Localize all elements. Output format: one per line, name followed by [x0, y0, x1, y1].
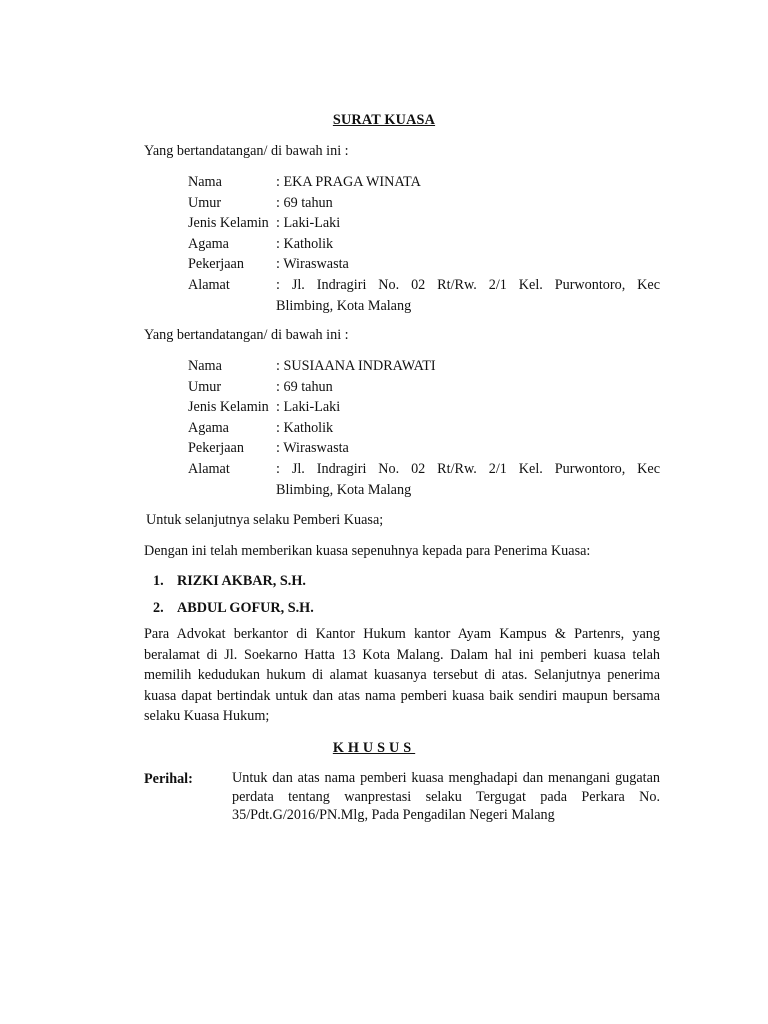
- alamat-label: Alamat: [188, 276, 230, 293]
- pemberian-kuasa-text: Dengan ini telah memberikan kuasa sepenuhnya kepada para Penerima Kuasa:: [144, 543, 591, 559]
- intro-text-1: Yang bertandatangan/ di bawah ini :: [144, 143, 349, 159]
- party-1-umur-row: [188, 193, 660, 214]
- penerima-item-2: [153, 598, 314, 619]
- nama-label: Nama: [188, 174, 222, 190]
- perihal-label: Perihal:: [144, 771, 193, 787]
- party-2-agama-row: [188, 418, 660, 439]
- perihal-text: Untuk dan atas nama pemberi kuasa menghadapi dan menangani gugatan perdata tentang wanprestasi selaku Tergugat pada Perkara No. 35/Pdt.G/2016/PN.Mlg, Pada Pengadilan Negeri Malang: [232, 770, 660, 823]
- penerima-name: RIZKI AKBAR, S.H.: [177, 573, 306, 589]
- party-2-jk-row: [188, 397, 660, 418]
- party-1-nama-row: [188, 172, 660, 193]
- intro-text-2: Yang bertandatangan/ di bawah ini :: [144, 327, 349, 343]
- jenis-kelamin-value: : Laki-Laki: [276, 215, 341, 232]
- nama-label: Nama: [188, 358, 222, 374]
- alamat-line-1: : Jl. Indragiri No. 02 Rt/Rw. 2/1 Kel. Purwontoro, Kec: [276, 276, 660, 293]
- party-1-pekerjaan-row: [188, 254, 660, 275]
- party-2-alamat-row: [188, 459, 660, 500]
- list-number: 2.: [153, 600, 164, 616]
- pekerjaan-value: : Wiraswasta: [276, 256, 349, 273]
- alamat-line-2: Blimbing, Kota Malang: [276, 481, 412, 498]
- penerima-item-1: [153, 571, 306, 592]
- list-number: 1.: [153, 573, 164, 589]
- umur-label: Umur: [188, 378, 222, 395]
- alamat-value: [276, 275, 660, 316]
- agama-label: Agama: [188, 419, 229, 436]
- party-2-umur-row: [188, 377, 660, 398]
- party-2-details: [188, 356, 660, 500]
- alamat-label: Alamat: [188, 460, 230, 477]
- agama-label: Agama: [188, 235, 229, 252]
- advokat-paragraph: Para Advokat berkantor di Kantor Hukum kantor Ayam Kampus & Partenrs, yang beralamat di Jl. Soekarno Hatta 13 Kota Malang. Dalam hal ini pemberi kuasa telah memilih kedudukan hukum di alamat kuasanya tersebut di atas. Selanjutnya penerima kuasa dapat bertindak untuk dan atas nama pemberi kuasa baik sendiri maupun bersama selaku Kuasa Hukum;: [144, 626, 660, 725]
- party-1-agama-row: [188, 234, 660, 255]
- agama-value: : Katholik: [276, 235, 334, 252]
- umur-value: : 69 tahun: [276, 378, 333, 395]
- pemberi-kuasa-text: Untuk selanjutnya selaku Pemberi Kuasa;: [146, 512, 384, 528]
- party-2-nama-row: [188, 356, 660, 377]
- document-title: SURAT KUASA: [332, 112, 436, 128]
- party-1-details: [188, 172, 660, 316]
- jenis-kelamin-label: Jenis Kelamin: [188, 399, 269, 416]
- umur-value: : 69 tahun: [276, 194, 333, 211]
- pekerjaan-label: Pekerjaan: [188, 440, 244, 457]
- pekerjaan-label: Pekerjaan: [188, 256, 244, 273]
- party-1-alamat-row: [188, 275, 660, 316]
- nama-value: : EKA PRAGA WINATA: [276, 174, 421, 190]
- alamat-line-2: Blimbing, Kota Malang: [276, 297, 412, 314]
- umur-label: Umur: [188, 194, 222, 211]
- khusus-heading: KHUSUS: [332, 740, 416, 756]
- jenis-kelamin-value: : Laki-Laki: [276, 399, 341, 416]
- agama-value: : Katholik: [276, 419, 334, 436]
- nama-value: : SUSIAANA INDRAWATI: [276, 358, 436, 374]
- jenis-kelamin-label: Jenis Kelamin: [188, 215, 269, 232]
- party-2-pekerjaan-row: [188, 438, 660, 459]
- alamat-line-1: : Jl. Indragiri No. 02 Rt/Rw. 2/1 Kel. Purwontoro, Kec: [276, 460, 660, 477]
- penerima-name: ABDUL GOFUR, S.H.: [177, 600, 314, 616]
- party-1-jk-row: [188, 213, 660, 234]
- alamat-value: [276, 459, 660, 500]
- pekerjaan-value: : Wiraswasta: [276, 440, 349, 457]
